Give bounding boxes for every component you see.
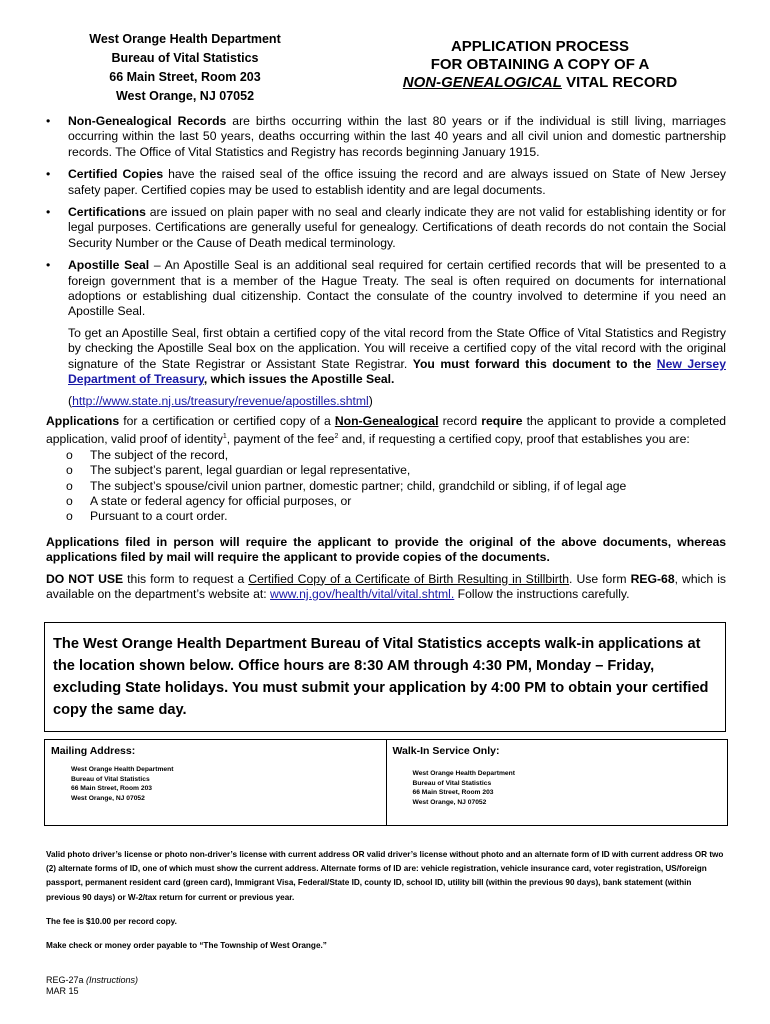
apostille-url-link[interactable]: http://www.state.nj.us/treasury/revenue/apostilles.shtml: [72, 393, 369, 408]
bullet-dot-icon: •: [46, 258, 51, 273]
title-vital-record: VITAL RECORD: [561, 74, 678, 91]
applications-text-1: for a certification or certified copy of a: [119, 413, 335, 428]
definitions-list: [46, 114, 726, 409]
reg-68-form: REG-68: [630, 571, 675, 586]
term-certifications: Certifications: [68, 205, 146, 220]
payable-note: Make check or money order payable to “The Township of West Orange.”: [46, 941, 327, 951]
eligibility-text: The subject’s parent, legal guardian or legal representative,: [90, 463, 411, 478]
form-code-line: [46, 975, 138, 986]
walk-in-line: Bureau of Vital Statistics: [412, 779, 492, 787]
applications-paragraph: [46, 414, 726, 448]
walk-in-line: West Orange, NJ 07052: [412, 798, 487, 806]
applications-non-genealogical: Non-Genealogical: [334, 413, 439, 428]
eligibility-item: [46, 463, 726, 478]
mailing-line: West Orange Health Department: [71, 766, 174, 773]
applications-text-2: record: [438, 413, 482, 428]
bureau-name: Bureau of Vital Statistics: [111, 51, 259, 65]
bullet-non-genealogical: [46, 114, 726, 160]
document-body: [46, 114, 726, 608]
text-certified-copies: have the raised seal of the office issuing the record and are always issued on State of New Jersey safety paper. Certified copies may be used to establish identity and are legal documents.: [68, 167, 726, 197]
footnote-ref-2: 2: [334, 433, 339, 441]
eligibility-list: [46, 448, 726, 525]
form-identifier: [46, 975, 138, 997]
fee-note: The fee is $10.00 per record copy.: [46, 916, 177, 926]
eligibility-text: The subject of the record,: [90, 447, 229, 462]
walk-in-address-cell: [386, 740, 728, 825]
applications-text-3: the applicant to provide a completed application, valid proof of identity: [46, 413, 726, 447]
dnu-text-1: this form to request a: [123, 571, 249, 586]
circle-bullet-icon: o: [66, 447, 73, 462]
document-title: [395, 38, 685, 92]
eligibility-text: A state or federal agency for official purposes, or: [90, 494, 352, 508]
address-table: [44, 739, 728, 826]
paren-open: (: [68, 393, 73, 408]
id-requirements-note: Valid photo driver’s license or photo non-driver’s license with current address OR valid driver’s license without photo and an alternate form of ID with current address OR two (2) alternate forms of ID, one of which must show the current address. Alternate forms of ID are: vehicle registration, vehicle insurance card, voter registration, US/foreign passport, permanent resident card (green card), Immigrant Visa, Federal/State ID, county ID, school ID, utility bill (within the previous 90 days), bank statement (within previous 90 days) or W-2/tax return for current or previous year.: [46, 850, 724, 902]
walk-in-line: 66 Main Street, Room 203: [412, 789, 494, 796]
term-certified-copies: Certified Copies: [68, 167, 164, 182]
text-non-genealogical: are births occurring within the last 80 years or if the individual is still living, marriages occurring within the last 50 years, deaths occurring within the last 40 years and all civil union and domestic partnership records. The Office of Vital Statistics and Registry has records beginning January 1915.: [68, 114, 726, 159]
footnotes: [46, 848, 726, 963]
applications-text-5: and, if requesting a certified copy, proof that establishes you are:: [338, 432, 690, 447]
apostille-steps-text: To get an Apostille Seal, first obtain a certified copy of the vital record from the State Office of Vital Statistics and Registry by checking the Apostille Seal box on the application. You will receive a certified copy of the vital record with the original signature of the State Registrar or Assistant State Registrar.: [68, 325, 726, 371]
eligibility-item: [46, 494, 726, 509]
title-line-3: [395, 74, 685, 92]
footnote-ref-1: 1: [222, 433, 227, 441]
circle-bullet-icon: o: [66, 494, 73, 508]
bullet-certifications: [46, 205, 726, 251]
walk-in-line: West Orange Health Department: [412, 770, 515, 777]
treasury-link[interactable]: New Jersey Department of Treasury: [68, 356, 726, 387]
title-non-genealogical: NON-GENEALOGICAL: [402, 74, 562, 91]
department-header: [80, 30, 290, 106]
dnu-text-3: , which is available on the department’s website at:: [46, 571, 727, 602]
do-not-use-label: DO NOT USE: [46, 571, 124, 586]
circle-bullet-icon: o: [66, 463, 73, 478]
applications-word: Applications: [46, 413, 120, 428]
street-address: 66 Main Street, Room 203: [109, 70, 261, 84]
eligibility-text: The subject’s spouse/civil union partner, domestic partner; child, grandchild or sibling, if of legal age: [90, 478, 627, 493]
eligibility-item: [46, 509, 726, 524]
dept-name: West Orange Health Department: [89, 32, 281, 46]
mailing-line: 66 Main Street, Room 203: [71, 785, 153, 792]
vital-website-link[interactable]: www.nj.gov/health/vital/vital.shtml.: [270, 587, 455, 602]
eligibility-item: [46, 479, 726, 494]
bullet-apostille-seal: [46, 258, 726, 409]
apostille-url-line: [68, 394, 726, 409]
city-state-zip: West Orange, NJ 07052: [115, 89, 255, 103]
applications-require: require: [481, 413, 523, 428]
bullet-certified-copies: [46, 167, 726, 198]
bullet-dot-icon: •: [46, 114, 51, 128]
mailing-address-cell: [45, 740, 386, 825]
title-line-2: FOR OBTAINING A COPY OF A: [430, 56, 650, 73]
eligibility-item: [46, 448, 726, 463]
apostille-issues-text: , which issues the Apostille Seal.: [203, 372, 395, 387]
dnu-text-2: . Use form: [569, 571, 631, 586]
circle-bullet-icon: o: [66, 509, 73, 524]
do-not-use-paragraph: [46, 572, 726, 603]
text-certifications: are issued on plain paper with no seal and clearly indicate they are not valid for establishing identity or for legal purposes. Certifications are generally useful for genealogy. Certifications of death records do not contain the Social Security Number or the Cause of Death medical terminology.: [68, 205, 726, 250]
walk-in-title: Walk-In Service Only:: [392, 745, 500, 757]
mailing-line: West Orange, NJ 07052: [71, 794, 145, 802]
bullet-dot-icon: •: [46, 205, 51, 220]
dnu-text-4: Follow the instructions carefully.: [454, 587, 630, 602]
apostille-forward-text: You must forward this document to the: [412, 356, 657, 371]
stillbirth-certificate-text: Certified Copy of a Certificate of Birth Resulting in Stillbirth: [248, 571, 570, 586]
mailing-line: Bureau of Vital Statistics: [71, 775, 150, 783]
in-person-notice: Applications filed in person will require the applicant to provide the original of the above documents, whereas applications filed by mail will require the applicant to provide copies of the documents.: [46, 534, 726, 565]
bullet-dot-icon: •: [46, 167, 51, 182]
term-apostille-seal: Apostille Seal: [68, 258, 150, 273]
form-label: (Instructions): [86, 975, 139, 985]
walk-in-notice-box: The West Orange Health Department Bureau of Vital Statistics accepts walk-in applications at the location shown below. Office hours are 8:30 AM through 4:30 PM, Monday – Friday, excluding State holidays. You must submit your application by 4:00 PM to obtain your certified copy the same day.: [44, 622, 726, 732]
mailing-address-title: Mailing Address:: [51, 745, 136, 757]
title-line-1: APPLICATION PROCESS: [450, 38, 630, 55]
text-apostille-seal: – An Apostille Seal is an additional seal required for certain certified records that will be presented to a foreign government that is a member of the Hague Treaty. The seal is often required on documents for international adoptions or establishing dual citizenship. Contact the consulate of the country involved to determine if you need an Apostille Seal.: [68, 258, 726, 319]
circle-bullet-icon: o: [66, 478, 73, 493]
apostille-instructions: [68, 326, 726, 388]
form-date: MAR 15: [46, 986, 79, 996]
paren-close: ): [368, 393, 373, 408]
term-non-genealogical: Non-Genealogical Records: [68, 114, 227, 128]
applications-text-4: , payment of the fee: [226, 432, 335, 447]
eligibility-text: Pursuant to a court order.: [90, 509, 228, 524]
form-code: REG-27a: [46, 975, 87, 985]
